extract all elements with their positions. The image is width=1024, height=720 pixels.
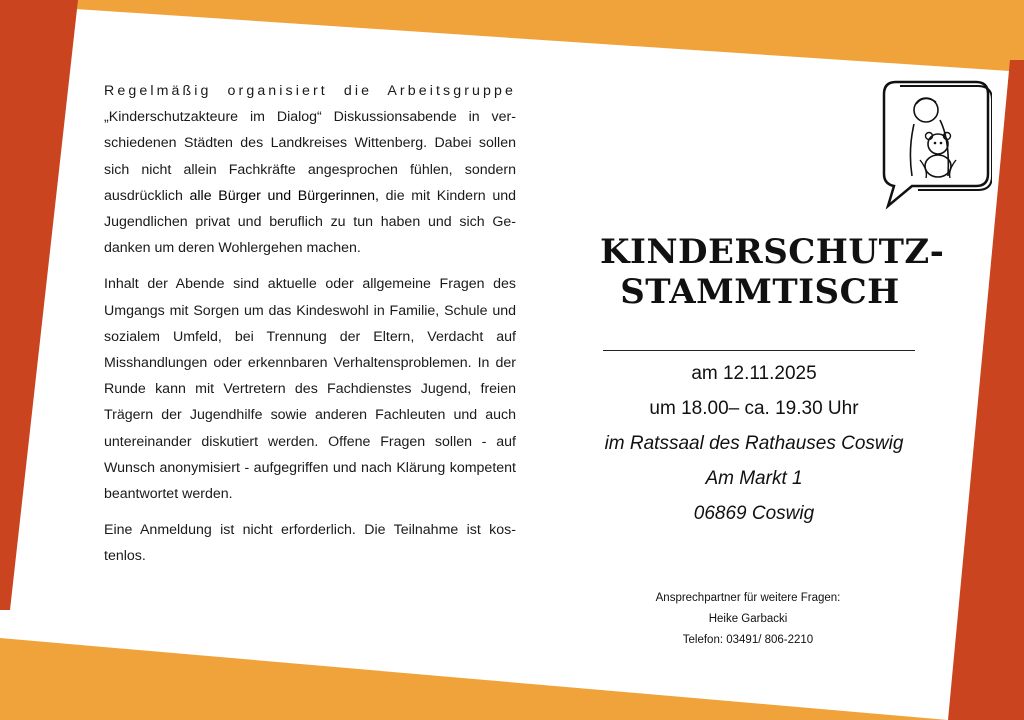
contact-block bbox=[640, 588, 856, 651]
title-divider bbox=[603, 350, 915, 351]
event-street: Am Markt 1 bbox=[705, 468, 803, 489]
intro-emphasis: alle Bürger und Bürgerinnen, bbox=[189, 187, 380, 204]
intro-text-b: die mit Kindern und Jugendlichen privat und beruflich zu tun haben und sich Ge-danken um deren Wohlergehen machen. bbox=[104, 187, 516, 257]
speech-bubble-child-with-teddy-icon bbox=[878, 80, 992, 210]
contact-heading: Ansprechpartner für weitere Fragen: bbox=[655, 592, 841, 604]
contact-name: Heike Garbacki bbox=[708, 613, 788, 625]
intro-paragraph-1 bbox=[104, 78, 516, 261]
left-red-band bbox=[0, 0, 78, 610]
intro-lead-line: Regelmäßig organisiert die Arbeitsgruppe bbox=[104, 83, 516, 99]
event-time: um 18.00– ca. 19.30 Uhr bbox=[649, 398, 859, 419]
intro-paragraph-2: Inhalt der Abende sind aktuelle oder allgemeine Fragen des Umgangs mit Sorgen um das Kindeswohl in Familie, Schule und sozialem Umfeld, bei Trennung der Eltern, Verdacht auf Misshandlungen oder erkennbaren Verhaltensproblemen. In der Runde kann mit Vertretern des Fachdienstes Jugend, freien Trägern der Jugendhilfe sowie anderen Fachleuten und auch untereinander diskutiert werden. Offene Fragen sollen - auf Wunsch anonymisiert - aufgegriffen und nach Klärung kompetent beantwortet werden. bbox=[104, 276, 516, 503]
page-title bbox=[600, 232, 945, 312]
event-city: 06869 Coswig bbox=[693, 503, 815, 524]
contact-phone: Telefon: 03491/ 806-2210 bbox=[682, 634, 814, 646]
title-line-2: STAMMTISCH bbox=[620, 272, 900, 312]
intro-text-a: „Kinderschutzakteure im Dialog“ Diskussionsabende in ver-schiedenen Städten des Landkreises Wittenberg. Dabei sollen sich nicht allein Fachkräfte angesprochen fühlen, sondern ausdrücklich bbox=[104, 109, 516, 204]
intro-paragraph-3: Eine Anmeldung ist nicht erforderlich. Die Teilnahme ist kos-tenlos. bbox=[104, 522, 516, 565]
top-orange-band bbox=[0, 0, 1024, 72]
event-venue: im Ratssaal des Rathauses Coswig bbox=[604, 433, 904, 454]
event-details bbox=[596, 356, 912, 531]
title-line-1: KINDERSCHUTZ- bbox=[600, 232, 945, 272]
event-date: am 12.11.2025 bbox=[691, 363, 817, 384]
intro-text-column bbox=[104, 78, 516, 580]
